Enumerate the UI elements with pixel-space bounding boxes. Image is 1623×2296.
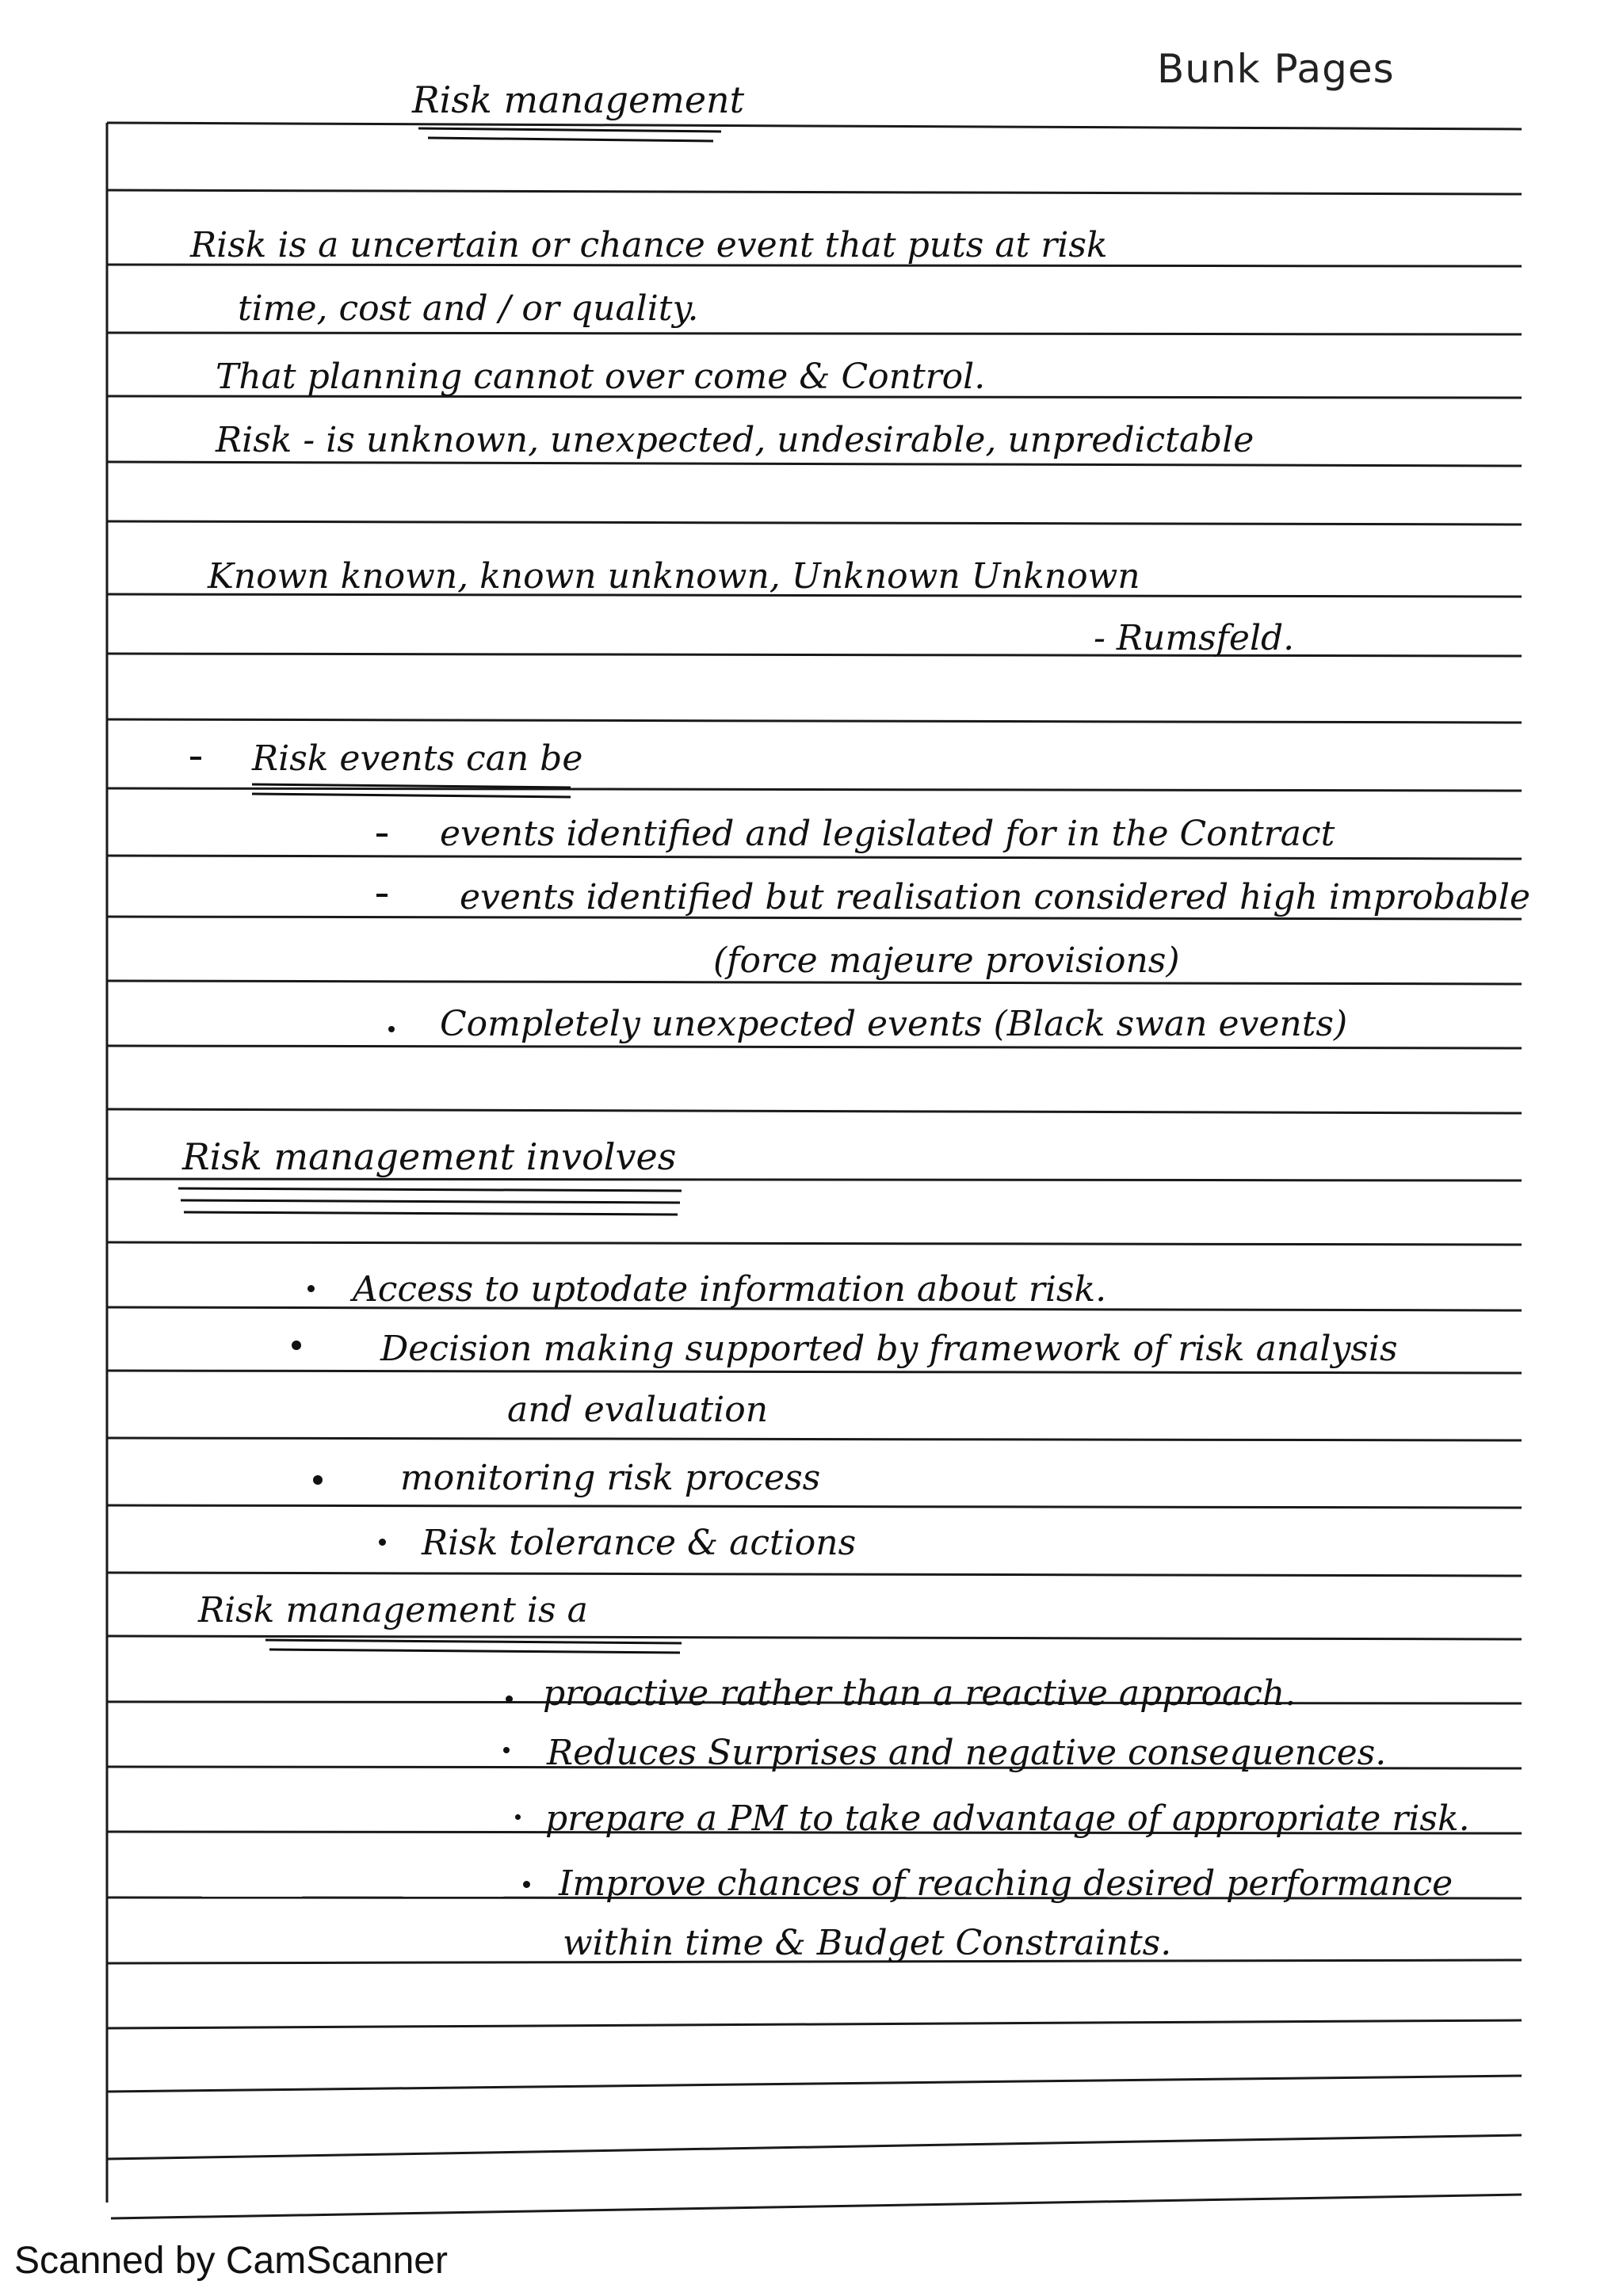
risk-events-item-2-note: (force majeure provisions) <box>713 940 1180 981</box>
involves-item-4: Risk tolerance & actions <box>422 1523 857 1563</box>
risk-events-item-2: events identified but realisation considered high improbable <box>460 877 1531 917</box>
is-a-item-4: Improve chances of reaching desired performance <box>559 1863 1453 1904</box>
item-dash <box>376 833 388 837</box>
bullet-dot <box>292 1341 301 1350</box>
scanner-watermark: Scanned by CamScanner <box>14 2240 448 2282</box>
intro-line-3: That planning cannot over come & Control. <box>216 357 986 397</box>
bullet-dot <box>379 1539 386 1546</box>
quote-author: - Rumsfeld. <box>1094 618 1295 658</box>
is-a-item-4-cont: within time & Budget Constraints. <box>563 1923 1172 1963</box>
is-a-item-2: Reduces Surprises and negative consequences. <box>547 1733 1387 1773</box>
intro-line-1: Risk is a uncertain or chance event that puts at risk <box>190 225 1108 265</box>
page-title: Risk management <box>412 78 745 121</box>
bullet-dot <box>523 1881 530 1888</box>
bullet-dot <box>503 1747 510 1753</box>
bullet-dot <box>388 1026 395 1032</box>
quote-line: Known known, known unknown, Unknown Unknown <box>208 556 1140 597</box>
is-a-item-1: proactive rather than a reactive approach. <box>543 1673 1296 1714</box>
risk-events-item-1: events identified and legislated for in the Contract <box>440 814 1335 854</box>
involves-item-1: Access to uptodate information about risk. <box>353 1269 1107 1310</box>
involves-item-2-cont: and evaluation <box>507 1390 769 1430</box>
involves-heading: Risk management involves <box>182 1135 677 1178</box>
bullet-dot <box>515 1814 521 1820</box>
heading-dash <box>190 757 201 760</box>
bullet-dot <box>506 1695 513 1703</box>
item-dash <box>376 894 388 897</box>
bullet-dot <box>313 1475 323 1485</box>
involves-item-3: monitoring risk process <box>400 1458 821 1498</box>
risk-events-heading: Risk events can be <box>252 738 583 779</box>
is-a-heading: Risk management is a <box>198 1590 588 1630</box>
intro-line-2: time, cost and / or quality. <box>238 288 699 329</box>
intro-line-4: Risk - is unknown, unexpected, undesirable, unpredictable <box>216 420 1254 460</box>
brand-name: Bunk Pages <box>1157 46 1395 92</box>
is-a-item-3: prepare a PM to take advantage of appropriate risk. <box>545 1798 1470 1839</box>
risk-events-item-3: Completely unexpected events (Black swan events) <box>440 1004 1348 1044</box>
involves-item-2: Decision making supported by framework of risk analysis <box>380 1329 1398 1369</box>
bullet-dot <box>307 1285 315 1292</box>
